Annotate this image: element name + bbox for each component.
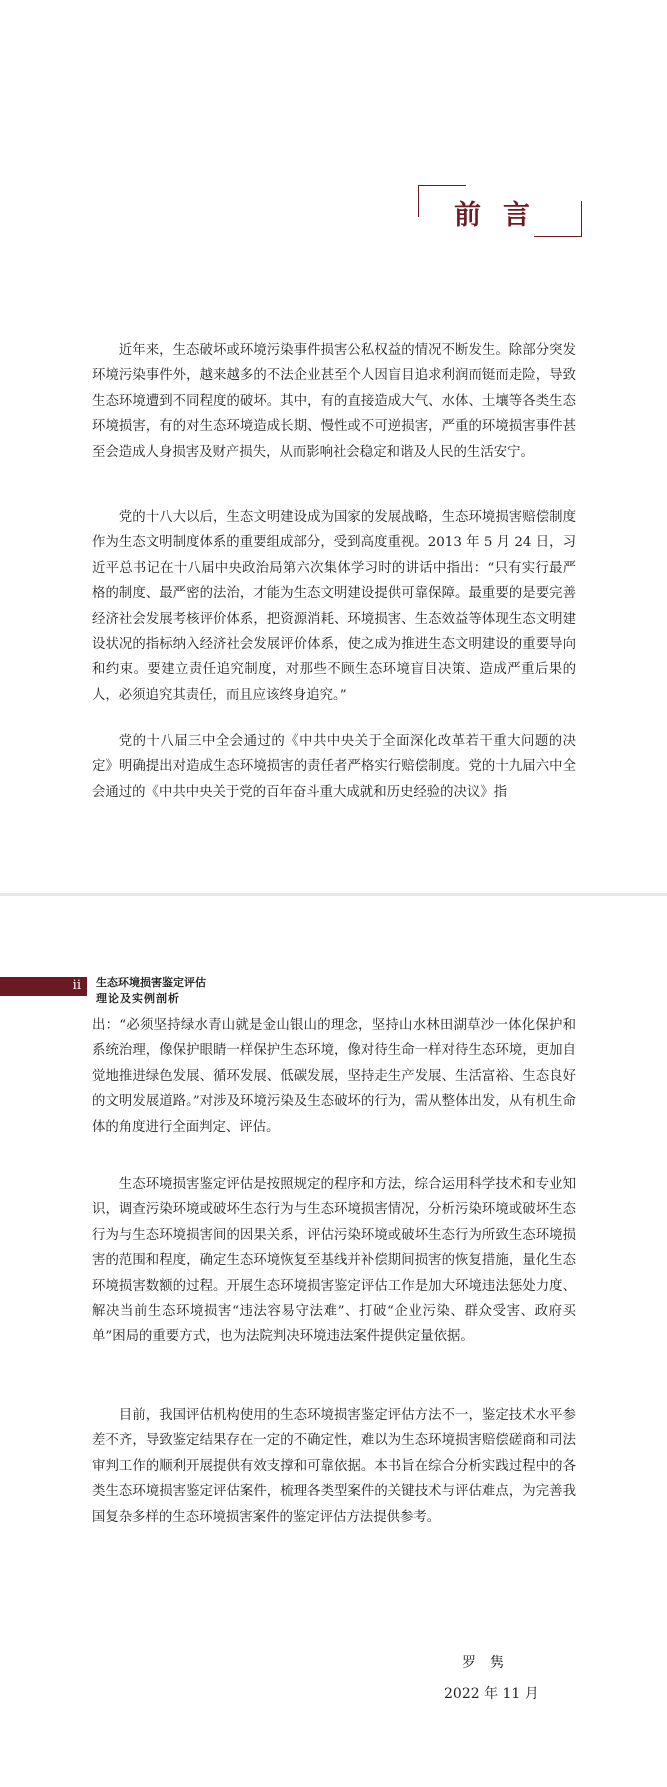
page-one [0,0,667,893]
page-number: ii [72,978,81,993]
paragraph: 近年来，生态破坏或环境污染事件损害公私权益的情况不断发生。除部分突发环境污染事件外，越来越多的不法企业甚至个人因盲目追求利润而铤而走险，导致生态环境遭到不同程度的破坏。其中，有的直接造成大气、水体、土壤等各类生态环境损害，有的对生态环境造成长期、慢性或不可逆损害，严重的环境损害事件甚至会造成人身损害及财产损失，从而影响社会稳定和谐及人民的生活安宁。 [92,343,576,460]
page-two [0,896,667,1787]
page-title: 前言 [454,200,552,231]
book-title: 生态环境损害鉴定评估 [96,976,206,989]
title-frame [418,185,582,237]
paragraph: 党的十八大以后，生态文明建设成为国家的发展战略，生态环境损害赔偿制度作为生态文明制度体系的重要组成部分，受到高度重视。2013 年 5 月 24 日，习近平总书记在十八届中央政治局第六次集体学习时的讲话中指出：“只有实行最严格的制度、最严密的法治，才能为生态文明建设提供可靠保障。最重要的是要完善经济社会发展考核评价体系，把资源消耗、环境损害、生态效益等体现生态文明建设状况的指标纳入经济社会发展评价体系，使之成为推进生态文明建设的重要导向和约束。要建立责任追究制度，对那些不顾生态环境盲目决策、造成严重后果的人，必须追究其责任，而且应该终身追究。” [92,510,576,703]
frame-line [418,185,466,186]
paragraph: 党的十八届三中全会通过的《中共中央关于全面深化改革若干重大问题的决定》明确提出对造成生态环境损害的责任者严格实行赔偿制度。党的十九届六中全会通过的《中共中央关于党的百年奋斗重大成就和历史经验的决议》指 [92,734,576,800]
book-subtitle: 理论及实例剖析 [96,992,180,1005]
frame-line [534,236,582,237]
paragraph: 出：“必须坚持绿水青山就是金山银山的理念，坚持山水林田湖草沙一体化保护和系统治理，像保护眼睛一样保护生态环境，像对待生命一样对待生态环境，更加自觉地推进绿色发展、循环发展、低碳发展，坚持走生产发展、生活富裕、生态良好的文明发展道路。”对涉及环境污染及生态破坏的行为，需从整体出发，从有机生命体的角度进行全面判定、评估。 [92,1018,576,1135]
frame-line [418,185,419,217]
paragraph: 目前，我国评估机构使用的生态环境损害鉴定评估方法不一，鉴定技术水平参差不齐，导致鉴定结果存在一定的不确定性，难以为生态环境损害赔偿磋商和司法审判工作的顺利开展提供有效支撑和可靠依据。本书旨在综合分析实践过程中的各类生态环境损害鉴定评估案件，梳理各类型案件的关键技术与评估难点，为完善我国复杂多样的生态环境损害案件的鉴定评估方法提供参考。 [92,1408,576,1525]
frame-line [581,201,582,237]
signature-date: 2022 年 11 月 [444,1686,539,1702]
signature-name: 罗隽 [462,1655,518,1671]
running-header-band [0,977,87,996]
paragraph: 生态环境损害鉴定评估是按照规定的程序和方法，综合运用科学技术和专业知识，调查污染环境或破坏生态行为与生态环境损害情况，分析污染环境或破坏生态行为与生态环境损害间的因果关系，评估污染环境或破坏生态行为所致生态环境损害的范围和程度，确定生态环境恢复至基线并补偿期间损害的恢复措施，量化生态环境损害数额的过程。开展生态环境损害鉴定评估工作是加大环境违法惩处力度、解决当前生态环境损害“违法容易守法难”、打破“企业污染、群众受害、政府买单”困局的重要方式，也为法院判决环境违法案件提供定量依据。 [92,1177,576,1345]
